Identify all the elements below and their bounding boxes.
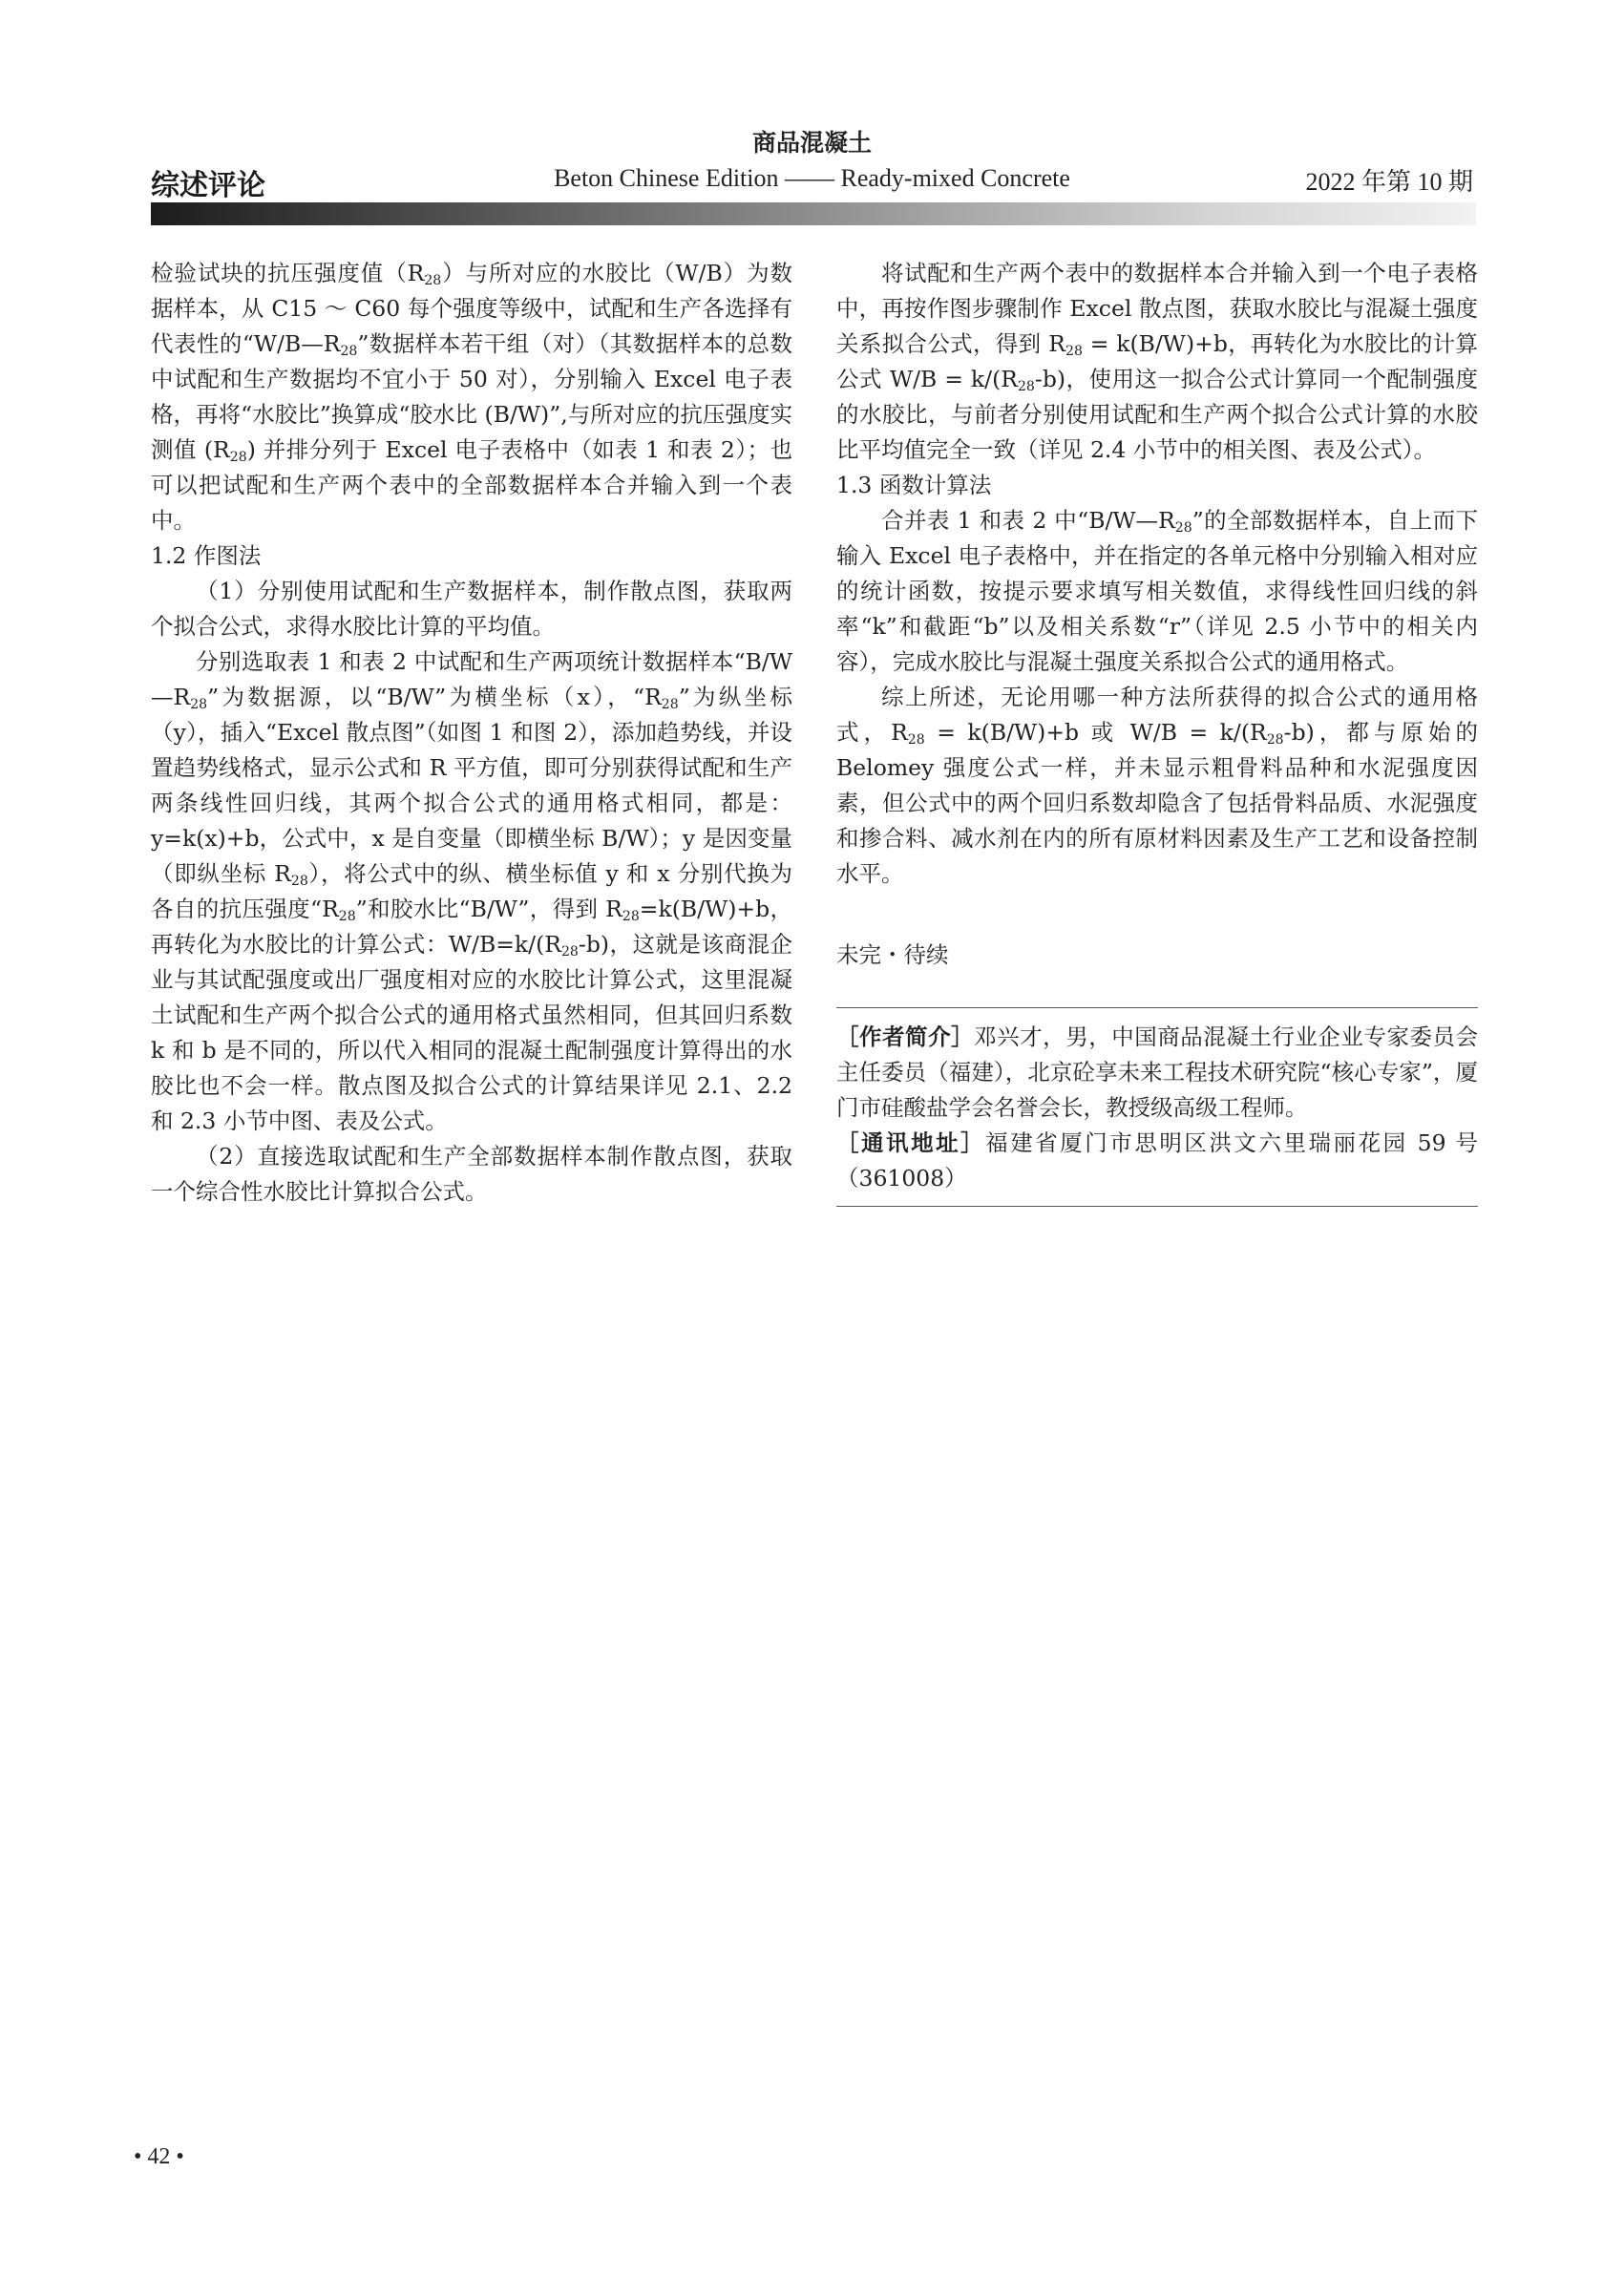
section-heading-1-2: 1.2 作图法 [151, 542, 262, 569]
author-address-label: ［通讯地址］ [836, 1129, 986, 1156]
paragraph: 分别选取表 1 和表 2 中试配和生产两项统计数据样本“$B/W—R_{28}$”为数据源，以“B/W”为横坐标（x），“$R_{28}$”为纵坐标（y），插入“Excel 散点图”（如图 1 和图 2），添加趋势线，并设置趋势线格式，显示公式和 R 平方值，即可分别获得试配和生产两条线性回归线，其两个拟合公式的通用格式相同，都是：y=k(x)+b，公式中，x 是自变量（即横坐标 B/W）；y 是因变量（即纵坐标 $R_{28}$），将公式中的纵、横坐标值 y 和 x 分别代换为各自的抗压强度“$R_{28}$”和胶水比“B/W”，得到 $R_{28}=k(B/W)+b$，再转化为水胶比的计算公式：$W/B=k/(R_{28}-b)$，这就是该商混企业与其试配强度或出厂强度相对应的水胶比计算公式，这里混凝土试配和生产两个拟合公式的通用格式虽然相同，但其回归系数 k 和 b 是不同的，所以代入相同的混凝土配制强度计算得出的水胶比也不会一样。散点图及拟合公式的计算结果详见 2.1、2.2 和 2.3 小节中图、表及公式。 [151, 648, 793, 1134]
paragraph: 检验试块的抗压强度值$(R_{28})$与所对应的水胶比（W/B）为数据样本，从 C15 ～ C60 每个强度等级中，试配和生产各选择有代表性的“$W/B—R_{28}$”数据样本若干组（对）（其数据样本的总数中试配和生产数据均不宜小于 50 对），分别输入 Excel 电子表格，再将“水胶比”换算成“胶水比 (B/W)”,与所对应的抗压强度实测值 $(R_{28})$ 并排分列于 Excel 电子表格中（如表 1 和表 2）；也可以把试配和生产两个表中的全部数据样本合并输入到一个表中。 [151, 260, 793, 534]
header-gradient-bar [151, 202, 1476, 225]
right-column [836, 256, 1478, 1207]
paragraph: （2）直接选取试配和生产全部数据样本制作散点图，获取一个综合性水胶比计算拟合公式。 [151, 1143, 792, 1205]
paragraph: （1）分别使用试配和生产数据样本，制作散点图，获取两个拟合公式，求得水胶比计算的平均值。 [151, 578, 792, 640]
section-name: 综述评论 [151, 169, 265, 202]
author-address [836, 1126, 1478, 1196]
issue-label: 2022 年第 10 期 [1305, 168, 1473, 196]
journal-subtitle: Beton Chinese Edition —— Ready-mixed Concrete [554, 164, 1070, 192]
author-bio [836, 1020, 1478, 1126]
paragraph: 综上所述，无论用哪一种方法所获得的拟合公式的通用格式，$R_{28} = k(B/W)+b$ 或 $W/B = k/(R_{28}-b)$，都与原始的 Belomey 强度公式一样，并未显示粗骨料品种和水泥强度因素，但公式中的两个回归系数却隐含了包括骨料品质、水泥强度和掺合料、减水剂在内的所有原材料因素及生产工艺和设备控制水平。 [836, 684, 1479, 887]
author-address-text: 福建省厦门市思明区洪文六里瑞丽花园 59 号（361008） [836, 1129, 1479, 1192]
paragraph: 合并表 1 和表 2 中“$B/W—R_{28}$”的全部数据样本，自上而下输入 Excel 电子表格中，并在指定的各单元格中分别输入相对应的统计函数，按提示要求填写相关数值，求得线性回归线的斜率“k”和截距“b”以及相关系数“r”（详见 2.5 小节中的相关内容），完成水胶比与混凝土强度关系拟合公式的通用格式。 [836, 507, 1479, 675]
journal-title: 商品混凝土 [751, 129, 872, 157]
paragraph: 将试配和生产两个表中的数据样本合并输入到一个电子表格中，再按作图步骤制作 Excel 散点图，获取水胶比与混凝土强度关系拟合公式，得到 $R_{28} = k(B/W)+b$，再转化为水胶比的计算公式 $W/B = k/(R_{28}-b)$，使用这一拟合公式计算同一个配制强度的水胶比，与前者分别使用试配和生产两个拟合公式计算的水胶比平均值完全一致（详见 2.4 小节中的相关图、表及公式）。 [836, 260, 1478, 463]
page-number: • 42 • [134, 2144, 184, 2169]
section-heading-1-3: 1.3 函数计算法 [836, 472, 992, 498]
left-column [151, 256, 792, 1210]
author-bio-text: 邓兴才，男，中国商品混凝土行业企业专家委员会主任委员（福建），北京砼享未来工程技术研究院“核心专家”，厦门市硅酸盐学会名誉会长，教授级高级工程师。 [836, 1023, 1479, 1121]
to-be-continued: 未完・待续 [836, 941, 949, 968]
author-bio-label: ［作者简介］ [836, 1023, 975, 1050]
author-bio-box [836, 1007, 1478, 1207]
